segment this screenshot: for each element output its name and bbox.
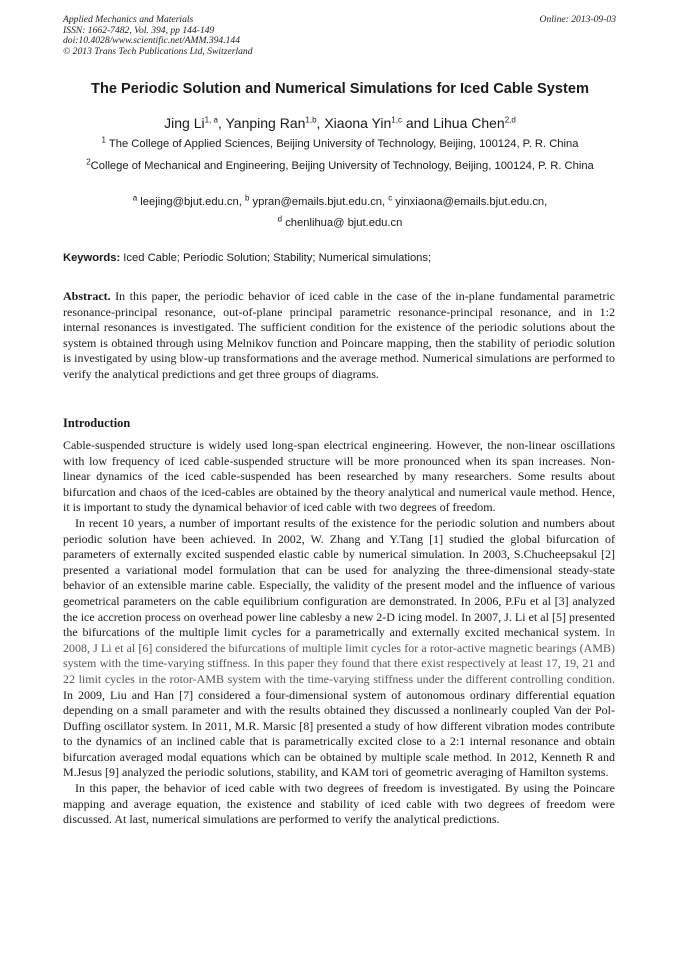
journal-header: [63, 15, 616, 57]
journal-issn: ISSN: 1662-7482, Vol. 394, pp 144-149: [63, 24, 215, 36]
paragraph: In this paper, the behavior of iced cable with two degrees of freedom is investigated. By using the Poincare mapping and average equation, the existence and stability of iced cable with two degrees of freedom were discussed. At last, numerical simulations are performed to verify the analytical predictions.: [63, 781, 615, 827]
affiliation-1: [64, 137, 616, 151]
author-affil-mark: 2,d: [504, 115, 516, 125]
author-name: Xiaona Yin: [324, 115, 392, 131]
paper-title: The Periodic Solution and Numerical Simulations for Iced Cable System: [91, 81, 589, 97]
author-separator: and: [401, 115, 434, 131]
affiliation-text: The College of Applied Sciences, Beijing University of Technology, Beijing, 100124, P. R. China: [106, 138, 579, 150]
journal-copyright: © 2013 Trans Tech Publications Ltd, Switzerland: [63, 45, 253, 57]
paragraph: [63, 516, 615, 781]
author-name: Lihua Chen: [433, 115, 505, 131]
author-affil-mark: 1,c: [391, 115, 402, 125]
affiliation-mark: 2: [86, 157, 91, 167]
email-mark: b: [244, 193, 250, 203]
affiliation-mark: 1: [101, 135, 106, 145]
author-affil-mark: 1, a: [204, 115, 218, 125]
author-separator: ,: [316, 115, 325, 131]
email-address[interactable]: ypran@emails.bjut.edu.cn,: [249, 196, 389, 208]
abstract-label: Abstract.: [63, 289, 111, 303]
paragraph-text-highlight: In 2008, J Li et al [6] considered the bifurcations of multiple limit cycles for a rotor-active magnetic bearings (AMB) system with the time-varying stiffness. In this paper they found that there exist respectively at least 17, 19, 21 and 22 limit cycles in the rotor-AMB system with the time-varying stiffness under the different controlling condition.: [63, 625, 616, 686]
journal-doi: doi:10.4028/www.scientific.net/AMM.394.144: [63, 35, 241, 47]
paragraph-text: In 2009, Liu and Han [7] considered a four-dimensional system of autonomous ordinary differential equation depending on a small parameter and with the results obtained they discussed a nonlinearly coupled Van der Pol-Duffing oscillator system. In 2011, M.R. Marsic [8] presented a study of how different vibration modes contribute to the dynamics of an inclined cable that is parametrically excited close to a 2:1 internal resonance and obtain bifurcation averaged modal equations which can be obtained by multiple scale method. In 2012, Kenneth R and M.Jesus [9] analyzed the periodic solutions, stability, and KAM tori of geometric averaging of Hamilton systems.: [63, 687, 615, 780]
author-separator: ,: [217, 115, 226, 131]
affiliation-text: College of Mechanical and Engineering, Beijing University of Technology, Beijing, 100124, P. R. China: [90, 160, 594, 172]
email-mark: c: [388, 193, 393, 203]
paragraph: Cable-suspended structure is widely used long-span electrical engineering. However, the non-linear oscillations with low frequency of iced cable-suspended structure will be more pronounced when its span increases. Non-linear dynamics of the iced cable-suspended has been researched by many researchers. Some results about bifurcation and chaos of the iced-cables are obtained by the theory analytical and numerical vaule method. Hence, it is important to study the dynamical behavior of iced cable with two degrees of freedom.: [63, 438, 615, 515]
author-affil-mark: 1,b: [305, 115, 317, 125]
introduction-body: [63, 438, 615, 828]
email-line-2: [64, 216, 616, 230]
section-heading-introduction: Introduction: [63, 416, 131, 430]
email-mark: a: [132, 193, 138, 203]
email-mark: d: [277, 214, 283, 224]
paragraph-text: In recent 10 years, a number of important results of the existence for the periodic solution and numbers about periodic solution have been achieved. In 2002, W. Zhang and Y.Tang [1] studied the global bifurcation of parameters of externally excited suspended elastic cable by numerical simulation. In 2003, S.Chucheepsakul [2] presented a variational model formulation that can be used for analyzing the three-dimensional steady-state behavior of an extensible marine cable. Especially, the validity of the present model and the influence of various geometrical parameters on the cable equilibrium configuration are demonstrated. In 2006, P.Fu et al [3] analyzed the ice accretion process on overhead power line cablesby a new 2-D icing model. In 2007, J. Li et al [5] presented the bifurcations of the multiple limit cycles for a parametrically and externally excited mechanical system.: [63, 515, 615, 640]
email-address[interactable]: leejing@bjut.edu.cn,: [137, 196, 245, 208]
author-name: Jing Li: [164, 115, 205, 131]
author-name: Yanping Ran: [225, 115, 306, 131]
email-address[interactable]: chenlihua@ bjut.edu.cn: [282, 217, 403, 229]
affiliation-2: [64, 159, 616, 173]
online-date: Online: 2013-09-03: [539, 14, 616, 25]
journal-name: Applied Mechanics and Materials: [63, 14, 194, 25]
abstract: [63, 289, 615, 383]
email-address[interactable]: yinxiaona@emails.bjut.edu.cn,: [392, 196, 548, 208]
keywords: [63, 251, 616, 265]
keywords-label: Keywords:: [63, 252, 121, 264]
keywords-text: Iced Cable; Periodic Solution; Stability; Numerical simulations;: [120, 252, 432, 264]
author-list: [40, 114, 640, 132]
email-line-1: [64, 195, 616, 209]
abstract-text: In this paper, the periodic behavior of iced cable in the case of the in-plane fundamental parametric resonance-principal resonance, out-of-plane principal parametric resonance-principal resonance, and in 1:2 internal resonances is investigated. The sufficient condition for the existence of the periodic solutions about the system is obtained through using Melnikov function and Poincare mapping, then the stability of periodic solution is investigated by using blow-up transformations and the average method. Numerical simulations are performed to verify the analytical predictions and get three groups of diagrams.: [63, 289, 615, 381]
